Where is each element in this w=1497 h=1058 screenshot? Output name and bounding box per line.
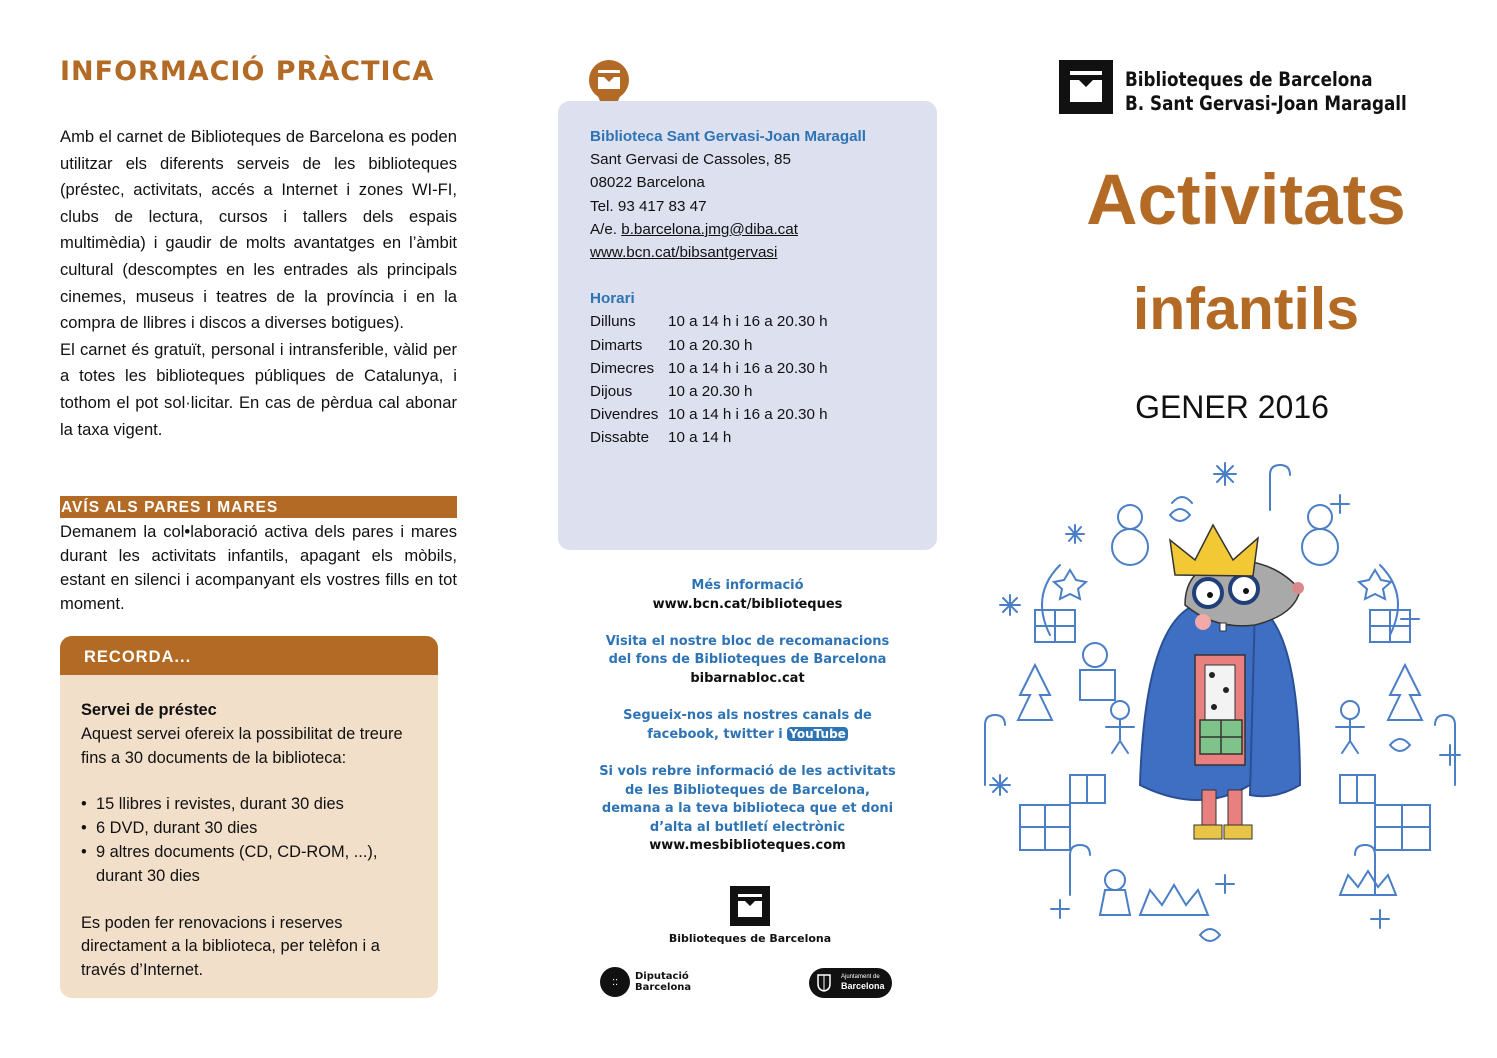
mole-king-icon [1140, 525, 1304, 839]
schedule-hours: 10 a 14 h i 16 a 20.30 h [668, 313, 828, 331]
holly-icon [1390, 739, 1410, 751]
loan-renewals-text: Es poden fer renovacions i reserves directament a la biblioteca, per telèfon i a través d’Internet. [81, 913, 380, 980]
email-label: A/e. [590, 220, 618, 238]
holly-icon [1170, 497, 1192, 521]
newsletter-line-2: de les Biblioteques de Barcelona, [625, 782, 870, 798]
candy-cane-icon [1070, 845, 1090, 895]
schedule-hours: 10 a 14 h [668, 429, 732, 447]
schedule-title: Horari [590, 290, 635, 308]
schedule-row [590, 310, 866, 333]
snowflake-icon [1000, 595, 1020, 615]
schedule-row [590, 403, 866, 426]
practical-info-paragraph-2: El carnet és gratuït, personal i intransferible, vàlid per a totes les biblioteques públiques de Catalunya, i tothom el pot sol·licitar. En cas de pèrdua cal abonar la taxa vigent. [60, 339, 457, 439]
shooting-star-icon [1042, 565, 1086, 635]
gift-icon [1070, 775, 1105, 803]
loan-items-list [81, 793, 424, 888]
email-link[interactable]: b.barcelona.jmg@diba.cat [621, 220, 798, 238]
loan-service-title: Servei de préstec [81, 701, 217, 719]
gingerbread-icon [1106, 701, 1134, 753]
candy-cane-icon [985, 715, 1005, 785]
ajuntament-logo [809, 968, 892, 998]
snowflake-icon [990, 775, 1010, 795]
schedule-day: Dimecres [590, 359, 655, 377]
practical-info-paragraph-1: Amb el carnet de Biblioteques de Barcelona es poden utilitzar els diferents serveis de les biblioteques (préstec, activitats, accés a Internet i zones WI-FI, clubs de lectura, cursos i tallers dels espais multimèdia) i gaudir de molts avantatges en l’àmbit cultural (descomptes en les entrades als principals cinemes, museus i teatres de la província i en la compra de llibres i discos a diverses botigues). [60, 127, 457, 333]
practical-info-body [60, 124, 457, 443]
gift-icon [1375, 805, 1430, 850]
shooting-star-icon [1359, 565, 1398, 635]
snowflake-icon [1051, 900, 1069, 918]
schedule-day: Divendres [590, 406, 659, 424]
gift-icon [1340, 775, 1375, 803]
newsletter-line-1: Si vols rebre informació de les activitats [599, 763, 896, 779]
gift-icon [1370, 610, 1410, 642]
parents-notice-title: AVÍS ALS PARES I MARES [60, 496, 457, 518]
library-address: Sant Gervasi de Cassoles, 85 [590, 151, 791, 169]
newsletter-link[interactable]: www.mesbiblioteques.com [649, 838, 846, 854]
list-item: • 15 llibres i revistes, durant 30 dies [81, 793, 424, 817]
diputacio-emblem-icon: :: [600, 967, 630, 997]
schedule-row [590, 334, 866, 357]
ajuntament-small-text: Ajuntament de [841, 974, 880, 980]
blog-link[interactable]: bibarnabloc.cat [690, 670, 805, 686]
library-email [590, 218, 866, 241]
reminder-box [60, 636, 438, 998]
parents-notice-text: Demanem la col•laboració activa dels pares i mares durant les activitats infantils, apagant els mòbils, estant en silenci i acompanyant els vostres fills en tot moment. [60, 522, 457, 613]
schedule-hours: 10 a 14 h i 16 a 20.30 h [668, 359, 828, 377]
snowflake-icon [1214, 463, 1236, 485]
schedule-hours: 10 a 20.30 h [668, 336, 753, 354]
schedule-hours: 10 a 20.30 h [668, 383, 753, 401]
blog-line-1: Visita el nostre bloc de recomanacions [605, 633, 890, 649]
tree-icon [1388, 665, 1422, 720]
social-line-2 [580, 726, 915, 745]
schedule-day: Dimarts [590, 336, 643, 354]
schedule-day: Dissabte [590, 429, 650, 447]
list-item: • 6 DVD, durant 30 dies [81, 817, 424, 841]
snowflake-icon [1216, 875, 1234, 893]
more-info-link[interactable]: www.bcn.cat/biblioteques [652, 596, 843, 612]
loan-service-intro: Aquest servei ofereix la possibilitat de treure fins a 30 documents de la biblioteca: [81, 724, 403, 767]
candy-cane-icon [1270, 465, 1290, 510]
diputacio-line-1: Diputació [635, 971, 689, 982]
main-title-line-2: infantils [1132, 276, 1360, 342]
child-figure-icon [1100, 870, 1130, 915]
blog-line-2: del fons de Biblioteques de Barcelona [608, 652, 887, 668]
diputacio-logo [600, 967, 710, 999]
social-networks-text: facebook, twitter i [647, 726, 783, 742]
crown-icon [1340, 871, 1396, 895]
biblioteques-logo-icon [730, 886, 770, 926]
schedule [590, 287, 866, 449]
newsletter-line-4: d’alta al butlletí electrònic [649, 819, 846, 835]
gift-icon [1020, 805, 1070, 850]
contact-box [558, 101, 937, 550]
phone-number: 93 417 83 47 [617, 197, 707, 215]
snowflake-icon [1066, 525, 1084, 543]
main-title-line-1: Activitats [1086, 161, 1406, 240]
newsletter-line-3: demana a la teva biblioteca que et doni [601, 801, 894, 817]
schedule-row [590, 426, 866, 449]
gingerbread-icon [1336, 701, 1364, 753]
kings-mole-illustration [980, 455, 1470, 955]
library-city: 08022 Barcelona [590, 174, 705, 192]
library-logo-line-2: B. Sant Gervasi-Joan Maragall [1125, 92, 1407, 115]
snowman-icon [1302, 505, 1338, 565]
schedule-row [590, 380, 866, 403]
biblioteques-logo-text: Biblioteques de Barcelona [668, 932, 832, 945]
crown-icon [1140, 885, 1208, 915]
list-item: • 9 altres documents (CD, CD-ROM, ...), durant 30 dies [81, 841, 424, 889]
tree-icon [1018, 665, 1052, 720]
phone-label: Tel. [590, 197, 614, 215]
social-line-1: Segueix-nos als nostres canals de [623, 708, 872, 724]
ajuntament-big-text: Barcelona [841, 981, 885, 991]
snowman-icon [1112, 505, 1148, 565]
date-heading: GENER 2016 [1135, 389, 1329, 425]
snowflake-icon [1371, 910, 1389, 928]
holly-icon [1200, 929, 1220, 941]
more-info-section [580, 577, 915, 856]
candy-cane-icon [1435, 715, 1455, 785]
schedule-day: Dilluns [590, 313, 636, 331]
library-phone [590, 195, 866, 218]
diputacio-line-2: Barcelona [635, 982, 692, 993]
library-web-link[interactable]: www.bcn.cat/bibsantgervasi [590, 244, 778, 262]
gift-icon [1035, 610, 1075, 642]
schedule-hours: 10 a 14 h i 16 a 20.30 h [668, 406, 828, 424]
practical-info-title: INFORMACIÓ PRÀCTICA [60, 56, 435, 87]
snowflake-icon [1331, 495, 1349, 513]
schedule-row [590, 357, 866, 380]
snowflake-icon [1440, 745, 1460, 765]
youtube-icon[interactable]: YouTube [789, 726, 846, 741]
library-logo-icon [1059, 60, 1113, 114]
more-info-title: Més informació [691, 578, 804, 593]
library-name: Biblioteca Sant Gervasi-Joan Maragall [590, 128, 867, 145]
barcelona-shield-icon [817, 974, 831, 992]
reminder-title: RECORDA... [60, 636, 438, 675]
library-logo-line-1: Biblioteques de Barcelona [1125, 68, 1373, 91]
child-figure-icon [1080, 643, 1115, 700]
schedule-day: Dijous [590, 383, 633, 401]
